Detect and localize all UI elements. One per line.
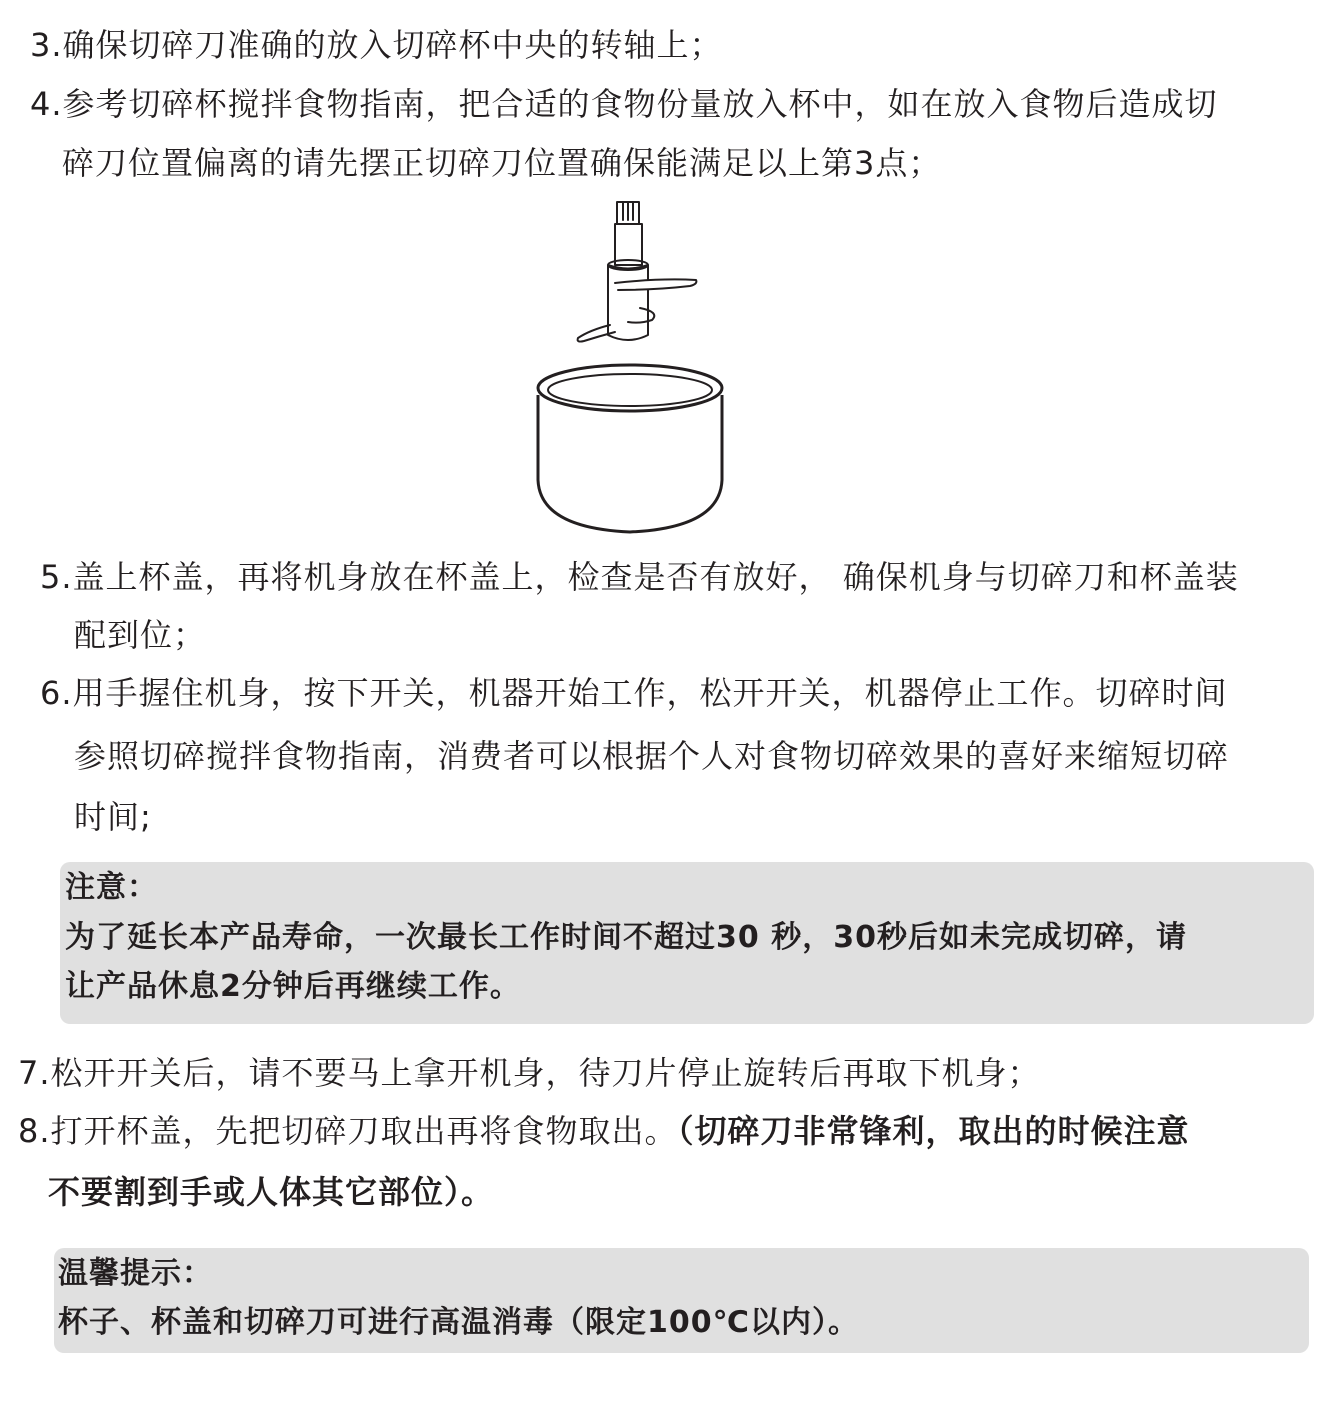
step-5-line-2: 配到位； <box>74 616 207 654</box>
step-4-line-2: 碎刀位置偏离的请先摆正切碎刀位置确保能满足以上第3点； <box>62 144 942 182</box>
tip-line-1: 杯子、杯盖和切碎刀可进行高温消毒（限定100℃以内）。 <box>58 1305 859 1340</box>
step-7-line-1: 7.松开开关后，请不要马上拿开机身，待刀片停止旋转后再取下机身； <box>18 1054 1041 1092</box>
step-5-line-1: 5.盖上杯盖，再将机身放在杯盖上，检查是否有放好， 确保机身与切碎刀和杯盖装 <box>40 558 1239 596</box>
tip-title: 温馨提示： <box>58 1256 213 1291</box>
step-4-line-1: 4.参考切碎杯搅拌食物指南，把合适的食物份量放入杯中，如在放入食物后造成切 <box>30 85 1218 123</box>
chopper-blade-and-bowl-illustration <box>520 190 740 540</box>
step-8-line-1 <box>18 1111 1190 1151</box>
step-6-line-1: 6.用手握住机身，按下开关，机器开始工作，松开开关，机器停止工作。切碎时间 <box>40 674 1228 712</box>
notice-line-2: 让产品休息2分钟后再继续工作。 <box>65 969 521 1004</box>
step-8-line-1-warning: （切碎刀非常锋利，取出的时候注意 <box>677 1112 1190 1150</box>
step-6-line-2: 参照切碎搅拌食物指南，消费者可以根据个人对食物切碎效果的喜好来缩短切碎 <box>74 737 1230 775</box>
step-8-line-1-normal: 8.打开杯盖，先把切碎刀取出再将食物取出。 <box>18 1112 678 1150</box>
notice-title: 注意： <box>65 870 158 905</box>
notice-line-1: 为了延长本产品寿命，一次最长工作时间不超过30 秒，30秒后如未完成切碎，请 <box>65 920 1187 955</box>
step-6-line-3: 时间; <box>74 798 152 836</box>
step-8-line-2-warning: 不要割到手或人体其它部位）。 <box>48 1173 495 1211</box>
step-3-line-1: 3.确保切碎刀准确的放入切碎杯中央的转轴上； <box>30 26 723 64</box>
